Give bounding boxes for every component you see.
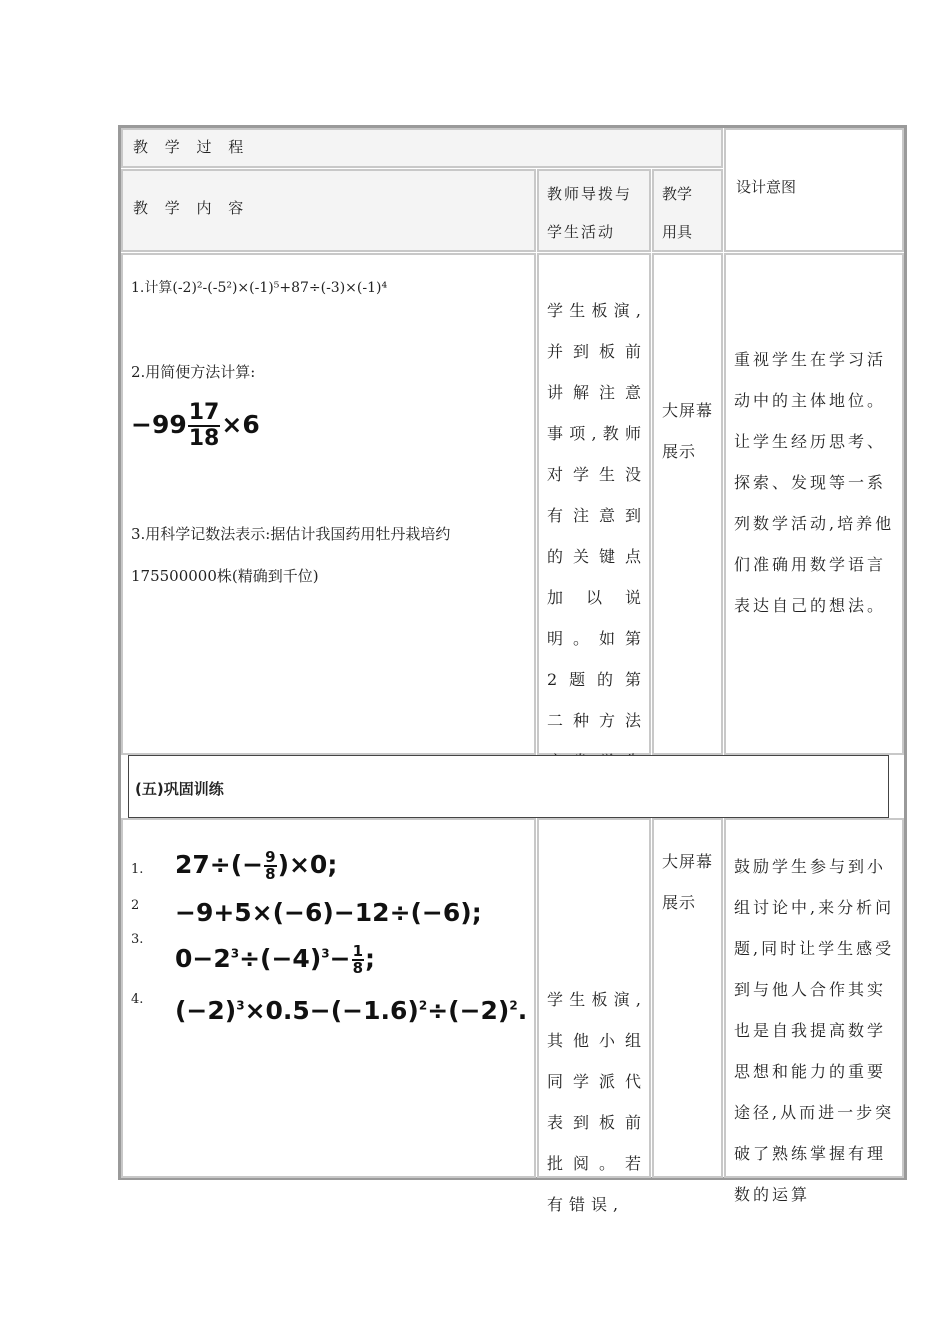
exercise-1-numerator: 9 <box>265 848 276 866</box>
q2-numerator: 17 <box>188 400 220 425</box>
question-1-text: 计算(-2)²-(-5²)×(-1)⁵+87÷(-3)×(-1)⁴ <box>144 280 388 296</box>
section2-tools-cell <box>652 818 723 1178</box>
q2-fraction <box>188 401 221 451</box>
section1-guide: 学生板演,并到板前讲解注意事项,教师对学生没有注意到的关键点加以说明。如第2题的第二种方法 <box>547 301 647 730</box>
exercise-3-mid: ÷(−4) <box>239 944 322 973</box>
q2-tail: ×6 <box>221 410 260 439</box>
exercise-3-number: 3. <box>131 932 144 947</box>
exercise-4-expr: (−2) <box>175 996 237 1025</box>
exercise-3-sup2: 3 <box>321 946 330 961</box>
exercise-4-mid: ×0.5−(−1.6) <box>244 996 419 1025</box>
exercise-2-number: 2 <box>131 898 140 913</box>
exercise-1-denominator: 8 <box>265 865 276 883</box>
header-process-cell <box>121 128 723 168</box>
header-content: 教 学 内 容 <box>133 199 250 217</box>
exercise-1-tail: )×0; <box>277 850 338 879</box>
section1-tools-cell <box>652 253 723 755</box>
section2-guide: 学生板演,其他小组同学派代表到板前批阅。若有错误, <box>547 990 647 1214</box>
exercise-4-sup1: 3 <box>236 998 245 1013</box>
question-1 <box>131 277 387 297</box>
exercise-4-sup3: 2 <box>509 998 518 1013</box>
exercise-3-sup1: 3 <box>230 946 240 961</box>
section1-design: 重视学生在学习活动中的主体地位。让学生经历思考、探索、发现等一系列数学活动,培养他们准确用数学语言表达自己的想法。 <box>734 350 895 615</box>
exercise-4-number: 4. <box>131 992 144 1007</box>
section2-content-cell <box>121 818 536 1178</box>
section1-content-cell <box>121 253 536 755</box>
header-guide: 教师导拨与学生活动 <box>547 185 633 241</box>
question-1-prefix: 1. <box>131 280 145 296</box>
exercise-3-denominator: 8 <box>352 959 364 977</box>
header-guide-cell <box>537 169 651 252</box>
exercise-2: −9+5×(−6)−12÷(−6); <box>175 898 482 927</box>
header-tools-cell <box>652 169 723 252</box>
q2-denominator: 18 <box>188 426 220 451</box>
exercise-1-number: 1. <box>131 862 144 877</box>
section1-tools: 大屏幕展示 <box>662 401 714 461</box>
section1-design-cell <box>724 253 904 755</box>
exercise-3-tail: − <box>329 944 351 973</box>
exercise-3-numerator: 1 <box>352 942 364 960</box>
section2-design: 鼓励学生参与到小组讨论中,来分析问题,同时让学生感受到与他人合作其实也是自我提高数学思想和能力的重要途径,从而进一步突破了熟练掌握有理数的运算 <box>734 857 895 1204</box>
header-design-cell <box>724 128 904 252</box>
exercise-4-mid2: ÷(−2) <box>427 996 510 1025</box>
exercise-3-end: ; <box>365 944 376 973</box>
q2-whole: −99 <box>131 410 187 439</box>
exercise-1 <box>175 850 337 882</box>
section2-design-cell <box>724 818 904 1204</box>
exercise-3 <box>175 944 375 976</box>
exercise-3-expr: 0−2 <box>175 944 231 973</box>
exercise-4 <box>175 996 527 1025</box>
question-2-expression <box>131 401 260 451</box>
question-3-label-2: 175500000株(精确到千位) <box>131 567 319 585</box>
section-title-box <box>128 755 889 818</box>
exercise-1-expr: 27÷(− <box>175 850 264 879</box>
question-3-label: 3.用科学记数法表示:据估计我国药用牡丹栽培约 <box>131 525 451 543</box>
section-title: (五)巩固训练 <box>135 780 224 798</box>
question-2-label: 2.用简便方法计算: <box>131 363 256 381</box>
exercise-3-fraction <box>352 944 364 976</box>
section2-tools: 大屏幕展示 <box>662 852 714 912</box>
header-tools: 教学用具 <box>662 185 693 241</box>
section2-guide-cell <box>537 818 651 1214</box>
exercise-1-fraction <box>264 850 276 882</box>
section1-guide-cell <box>537 253 651 755</box>
exercise-4-end: . <box>517 996 528 1025</box>
header-design: 设计意图 <box>736 178 797 196</box>
exercise-4-sup2: 2 <box>418 998 428 1013</box>
header-process: 教 学 过 程 <box>133 138 250 156</box>
header-content-cell <box>121 169 536 252</box>
